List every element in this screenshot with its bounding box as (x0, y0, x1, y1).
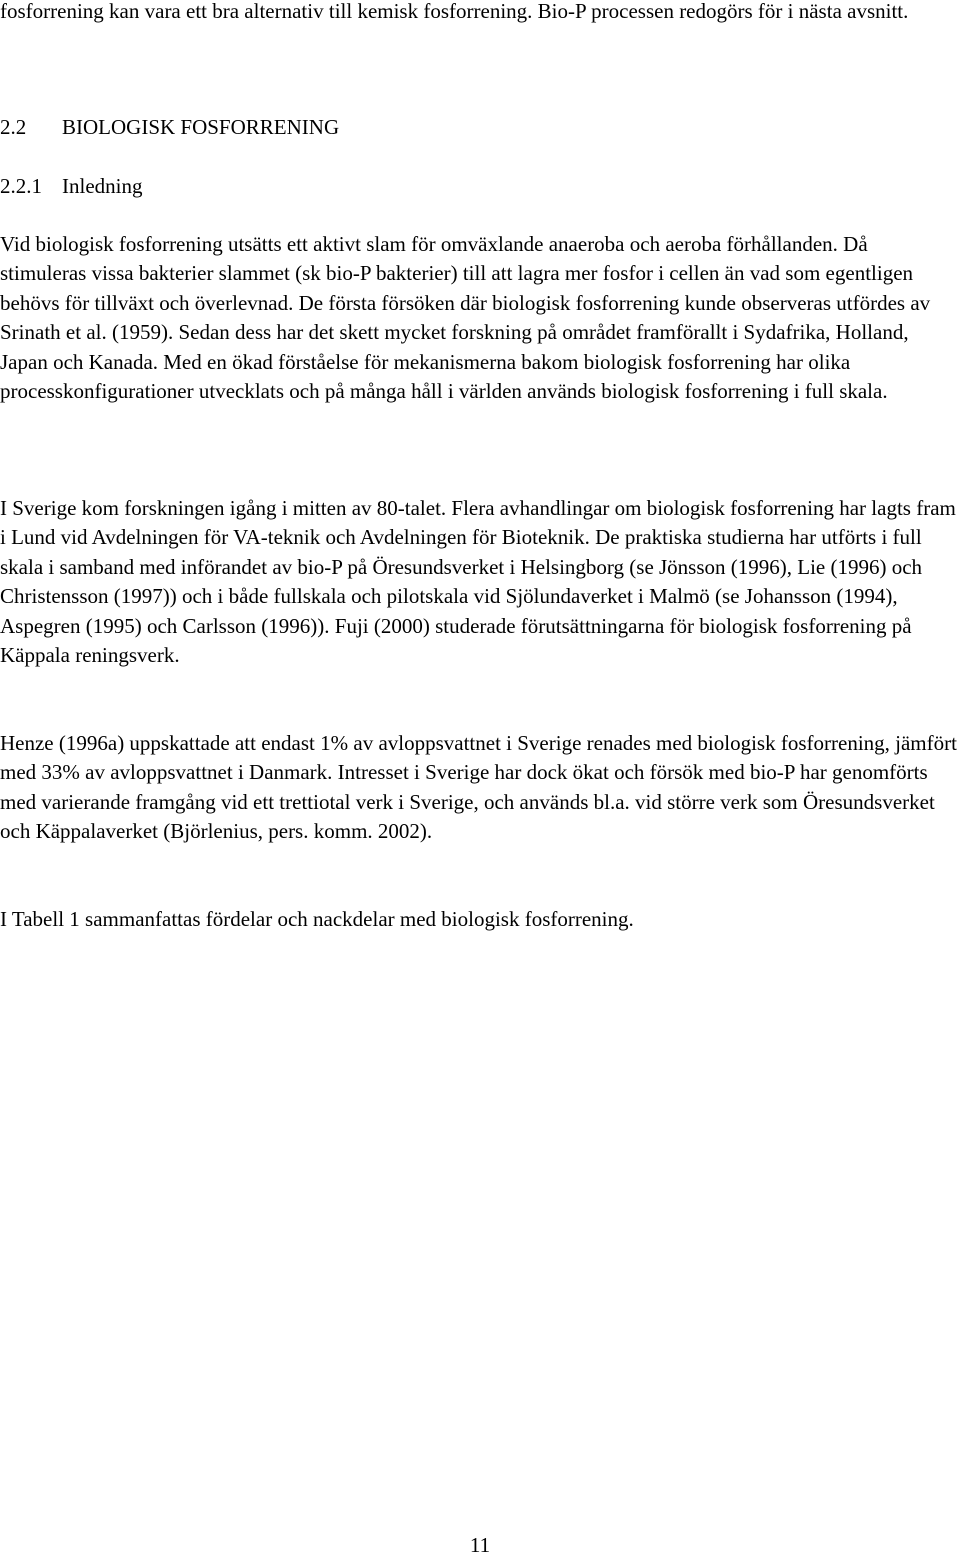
intro-paragraph: fosforrening kan vara ett bra alternativ till kemisk fosforrening. Bio-P processen redogörs för i nästa avsnitt. (0, 0, 909, 23)
subsection-heading (0, 172, 142, 201)
body-paragraph: I Sverige kom forskningen igång i mitten av 80-talet. Flera avhandlingar om biologisk fosforrening har lagts fram i Lund vid Avdelningen för VA-teknik och Avdelningen för Bioteknik. De praktiska studierna har utförts i full skala i samband med införandet av bio-P på Öresundsverket i Helsingborg (se Jönsson (1996), Lie (1996) och Christensson (1997)) och i både fullskala och pilotskala vid Sjölundaverket i Malmö (se Johansson (1994), Aspegren (1995) och Carlsson (1996)). Fuji (2000) studerade förutsättningarna för biologisk fosforrening på Käppala reningsverk. (0, 496, 956, 668)
subsection-number: 2.2.1 (0, 174, 42, 198)
section-title: BIOLOGISK FOSFORRENING (62, 115, 340, 139)
body-paragraph: I Tabell 1 sammanfattas fördelar och nackdelar med biologisk fosforrening. (0, 907, 634, 931)
body-paragraph: Henze (1996a) uppskattade att endast 1% av avloppsvattnet i Sverige renades med biologisk fosforrening, jämfört med 33% av avloppsvattnet i Danmark. Intresset i Sverige har dock ökat och försök med bio-P har genomförts med varierande framgång vid ett trettiotal verk i Sverige, och används bl.a. vid större verk som Öresundsverket och Käppalaverket (Björlenius, pers. komm. 2002). (0, 731, 957, 844)
page-number: 11 (469, 1533, 491, 1557)
body-paragraph: Vid biologisk fosforrening utsätts ett aktivt slam för omväxlande anaeroba och aeroba förhållanden. Då stimuleras vissa bakterier slammet (sk bio-P bakterier) till att lagra mer fosfor i cellen än vad som egentligen behövs för tillväxt och överlevnad. De första försöken där biologisk fosforrening kunde observeras utfördes av Srinath et al. (1959). Sedan dess har det skett mycket forskning på området framförallt i Sydafrika, Holland, Japan och Kanada. Med en ökad förståelse för mekanismerna bakom biologisk fosforrening har olika processkonfigurationer utvecklats och på många håll i världen används biologisk fosforrening i full skala. (0, 232, 931, 404)
section-heading (0, 113, 339, 142)
section-number: 2.2 (0, 115, 27, 139)
subsection-title: Inledning (62, 174, 143, 198)
